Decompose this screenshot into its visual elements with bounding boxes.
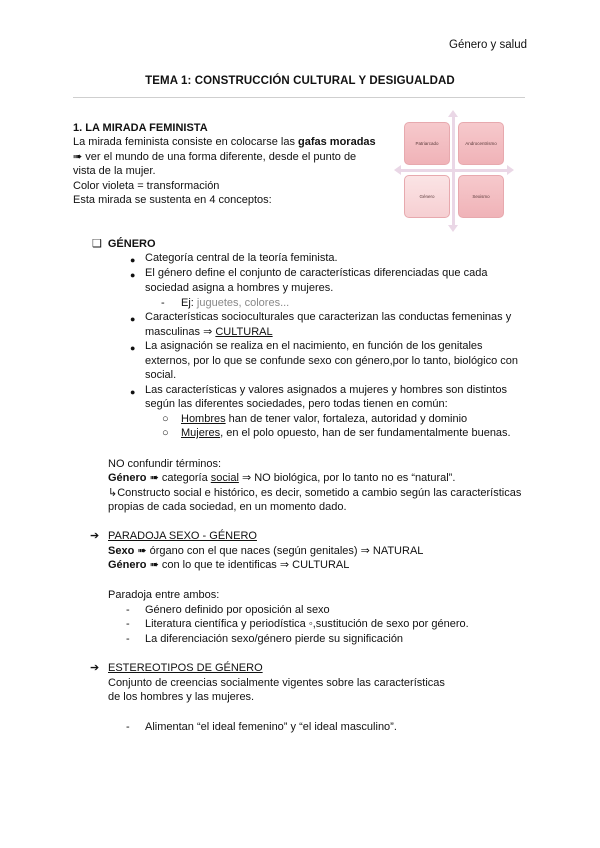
paragraph-line: ➠ ver el mundo de una forma diferente, desde el punto de: [73, 151, 357, 163]
genero-heading: ❑ GÉNERO: [92, 238, 156, 250]
dash-marker: -: [161, 297, 165, 309]
paragraph-line: NO confundir términos:: [108, 458, 222, 470]
dash-marker: -: [126, 633, 130, 645]
paragraph-line: ↳Constructo social e histórico, es decir, sometido a cambio según las características: [108, 487, 522, 499]
arrow-icon: ➠: [73, 151, 83, 163]
list-item: según las diferentes sociedades, pero todas tienen en común:: [145, 398, 448, 410]
list-item: Alimentan “el ideal femenino” y “el ideal masculino”.: [145, 721, 397, 733]
dash-marker: -: [126, 721, 130, 733]
paradoja-heading: PARADOJA SEXO - GÉNERO: [108, 530, 257, 542]
list-item: La diferenciación sexo/género pierde su significación: [145, 633, 404, 645]
paragraph-line: Conjunto de creencias socialmente vigentes sobre las características: [108, 677, 445, 689]
list-item: externos, por lo que se confunde sexo con género,por lo tanto, biológico con: [145, 355, 519, 367]
circle-bullet-icon: ○: [162, 427, 169, 439]
page-title: TEMA 1: CONSTRUCCIÓN CULTURAL Y DESIGUALDAD: [145, 75, 455, 87]
list-item: sociedad asigna a hombres y mujeres.: [145, 282, 334, 294]
section-heading-mirada-feminista: 1. LA MIRADA FEMINISTA: [73, 122, 208, 134]
paragraph-line: vista de la mujer.: [73, 165, 156, 177]
circle-bullet-icon: ○: [162, 413, 169, 425]
title-divider: [73, 97, 525, 98]
diagram-horizontal-axis: [400, 169, 508, 172]
list-item: Hombres han de tener valor, fortaleza, autoridad y dominio: [181, 413, 468, 425]
arrow-right-icon: ➔: [90, 662, 100, 674]
paragraph-line: Sexo ➠ órgano con el que naces (según genitales) ⇒ NATURAL: [108, 545, 424, 557]
paragraph-line: propias de cada sociedad, en un momento dado.: [108, 501, 347, 513]
bullet-icon: ●: [130, 255, 136, 265]
diagram-box-genero: Género: [404, 175, 450, 218]
list-item: La asignación se realiza en el nacimiento, en función de los genitales: [145, 340, 483, 352]
list-item: Género definido por oposición al sexo: [145, 604, 330, 616]
list-item: Mujeres, en el polo opuesto, han de ser fundamentalmente buenas.: [181, 427, 511, 439]
diagram-arrow-up-icon: [448, 110, 458, 117]
paragraph-line: Género ➠ categoría social ⇒ NO biológica, por lo tanto no es “natural”.: [108, 472, 456, 484]
paragraph-line: de los hombres y las mujeres.: [108, 691, 255, 703]
list-item: El género define el conjunto de características diferenciadas que cada: [145, 267, 488, 279]
list-item: Literatura científica y periodística ◦,sustitución de sexo por género.: [145, 618, 469, 630]
diagram-box-patriarcado: Patriarcado: [404, 122, 450, 165]
list-item: Características socioculturales que caracterizan las conductas femeninas y: [145, 311, 512, 323]
paragraph-line: La mirada feminista consiste en colocarse las gafas moradas: [73, 136, 376, 148]
paragraph-line: Género ➠ con lo que te identificas ⇒ CULTURAL: [108, 559, 350, 571]
bullet-icon: ●: [130, 343, 136, 353]
list-item: Categoría central de la teoría feminista.: [145, 252, 338, 264]
diagram-box-androcentrismo: Androcentrismo: [458, 122, 504, 165]
list-item: masculinas ⇒ CULTURAL: [145, 326, 273, 338]
list-item: Ej: juguetes, colores...: [181, 297, 290, 309]
four-concepts-diagram: [400, 116, 508, 226]
paragraph-line: Paradoja entre ambos:: [108, 589, 220, 601]
arrow-right-icon: ➔: [90, 530, 100, 542]
diagram-arrow-down-icon: [448, 225, 458, 232]
bullet-icon: ●: [130, 270, 136, 280]
estereotipos-heading: ESTEREOTIPOS DE GÉNERO: [108, 662, 263, 674]
header-subject: Género y salud: [449, 39, 527, 51]
paragraph-line: Esta mirada se sustenta en 4 conceptos:: [73, 194, 272, 206]
diagram-arrow-right-icon: [507, 165, 514, 175]
dash-marker: -: [126, 618, 130, 630]
paragraph-line: Color violeta = transformación: [73, 180, 220, 192]
diagram-box-sexismo: Sexismo: [458, 175, 504, 218]
bullet-icon: ●: [130, 387, 136, 397]
dash-marker: -: [126, 604, 130, 616]
checkbox-icon: ❑: [92, 238, 102, 250]
list-item: social.: [145, 369, 177, 381]
diagram-arrow-left-icon: [394, 165, 401, 175]
list-item: Las características y valores asignados a mujeres y hombres son distintos: [145, 384, 507, 396]
bullet-icon: ●: [130, 314, 136, 324]
